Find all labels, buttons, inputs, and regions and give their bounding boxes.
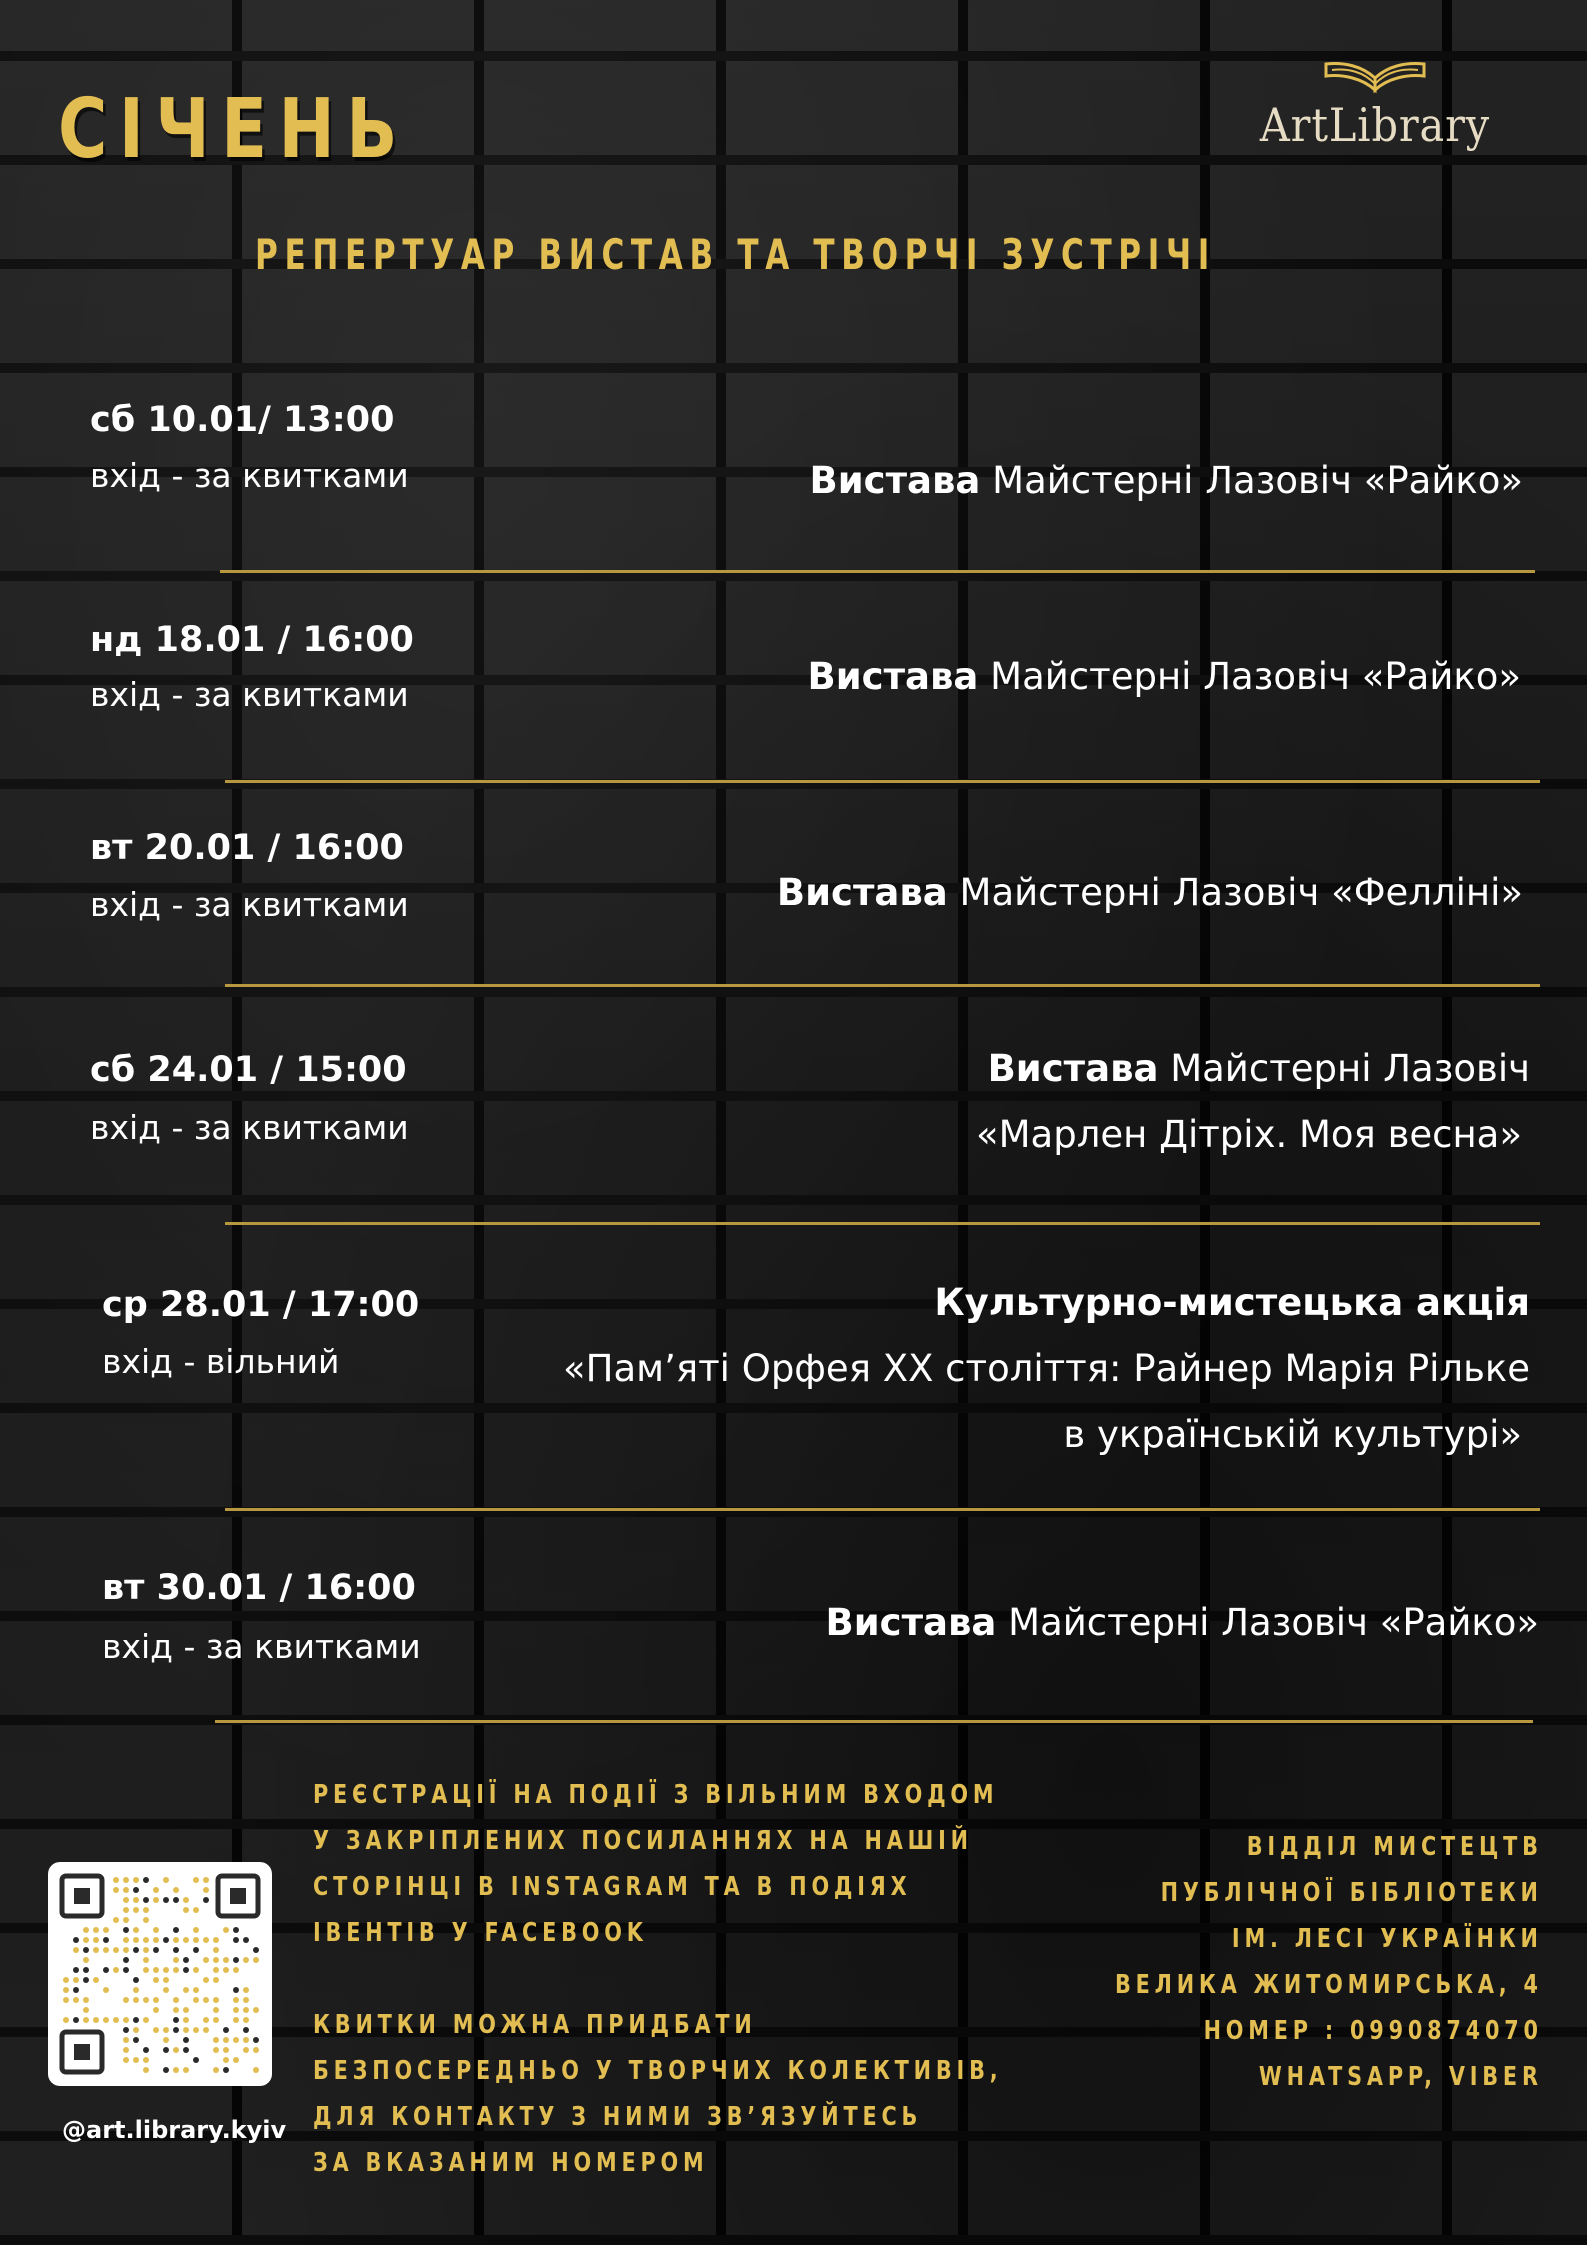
event-title-line: в українській культурі» <box>1063 1413 1522 1456</box>
separator-line <box>225 1222 1540 1225</box>
contact-line: WHATSAPP, VIBER <box>1259 2062 1543 2092</box>
open-book-icon <box>1320 56 1430 96</box>
event-title-rest: Майстерні Лазовіч «Фелліні» <box>947 871 1523 914</box>
logo-text: ArtLibrary <box>1259 98 1491 152</box>
info-line: СТОРІНЦІ В INSTAGRAM ТА В ПОДІЯХ <box>313 1872 912 1902</box>
event-entry: вхід - за квитками <box>90 675 409 714</box>
event-title <box>810 448 1523 514</box>
info-line: РЕЄСТРАЦІЇ НА ПОДІЇ З ВІЛЬНИМ ВХОДОМ <box>313 1780 999 1810</box>
event-datetime: вт 20.01 / 16:00 <box>90 828 404 868</box>
event-datetime: сб 24.01 / 15:00 <box>90 1050 407 1090</box>
contact-line: ВЕЛИКА ЖИТОМИРСЬКА, 4 <box>1115 1970 1543 2000</box>
separator-line <box>225 984 1540 987</box>
event-entry: вхід - вільний <box>102 1342 340 1381</box>
event-datetime: нд 18.01 / 16:00 <box>90 620 414 660</box>
event-title-bold: Вистава <box>825 1601 997 1644</box>
event-entry: вхід - за квитками <box>90 456 409 495</box>
info-line: КВИТКИ МОЖНА ПРИДБАТИ <box>313 2010 757 2040</box>
event-title-bold: Вистава <box>776 871 948 914</box>
separator-line <box>225 780 1540 783</box>
qr-code-image <box>48 1862 272 2086</box>
event-title <box>826 1590 1539 1656</box>
contact-info <box>1115 1824 1543 2100</box>
qr-code[interactable] <box>48 1862 272 2086</box>
poster-subtitle: РЕПЕРТУАР ВИСТАВ ТА ТВОРЧІ ЗУСТРІЧІ <box>255 230 1216 279</box>
artlibrary-logo <box>1215 56 1535 166</box>
info-line <box>313 1956 1002 2002</box>
event-title-bold: Вистава <box>809 459 981 502</box>
event-title-rest: Майстерні Лазовіч «Райко» <box>996 1601 1539 1644</box>
separator-line <box>225 1508 1540 1511</box>
info-line: ІВЕНТІВ У FACEBOOK <box>313 1918 648 1948</box>
event-title-line: «Марлен Дітріх. Моя весна» <box>975 1113 1522 1156</box>
contact-line: ВІДДІЛ МИСТЕЦТВ <box>1246 1832 1543 1862</box>
separator-line <box>220 570 1535 573</box>
month-title: СІЧЕНЬ <box>58 82 410 177</box>
event-title-rest: Майстерні Лазовіч «Райко» <box>980 459 1523 502</box>
event-title-rest: Майстерні Лазовіч «Райко» <box>978 655 1521 698</box>
event-title <box>976 1036 1530 1168</box>
event-title-bold: Вистава <box>987 1047 1159 1090</box>
event-title-bold: Культурно-мистецька акція <box>934 1281 1530 1324</box>
event-title-line: «Пам’яті Орфея XX століття: Райнер Марія Рільке <box>563 1347 1530 1390</box>
event-title <box>777 860 1523 926</box>
event-title <box>808 644 1521 710</box>
contact-line: ПУБЛІЧНОЇ БІБЛІОТЕКИ <box>1160 1878 1543 1908</box>
contact-line: ІМ. ЛЕСІ УКРАЇНКИ <box>1232 1924 1543 1954</box>
event-entry: вхід - за квитками <box>90 1108 409 1147</box>
event-title <box>563 1270 1530 1468</box>
info-line: У ЗАКРІПЛЕНИХ ПОСИЛАННЯХ НА НАШІЙ <box>313 1826 973 1856</box>
event-title-rest: Майстерні Лазовіч <box>1158 1047 1530 1090</box>
event-title-bold: Вистава <box>807 655 979 698</box>
info-line: ЗА ВКАЗАНИМ НОМЕРОМ <box>313 2148 709 2178</box>
event-datetime: сб 10.01/ 13:00 <box>90 400 395 440</box>
info-line: БЕЗПОСЕРЕДНЬО У ТВОРЧИХ КОЛЕКТИВІВ, <box>313 2056 1003 2086</box>
event-title-line <box>976 1036 1530 1102</box>
registration-info <box>313 1772 1002 2186</box>
contact-line: НОМЕР : 0990874070 <box>1203 2016 1543 2046</box>
separator-line <box>215 1720 1533 1723</box>
instagram-handle[interactable]: @art.library.kyiv <box>62 2116 287 2144</box>
event-datetime: вт 30.01 / 16:00 <box>102 1568 416 1608</box>
event-title-line <box>563 1270 1530 1336</box>
event-entry: вхід - за квитками <box>102 1627 421 1666</box>
event-datetime: ср 28.01 / 17:00 <box>102 1285 420 1325</box>
info-line: ДЛЯ КОНТАКТУ З НИМИ ЗВ’ЯЗУЙТЕСЬ <box>313 2102 923 2132</box>
event-entry: вхід - за квитками <box>90 885 409 924</box>
